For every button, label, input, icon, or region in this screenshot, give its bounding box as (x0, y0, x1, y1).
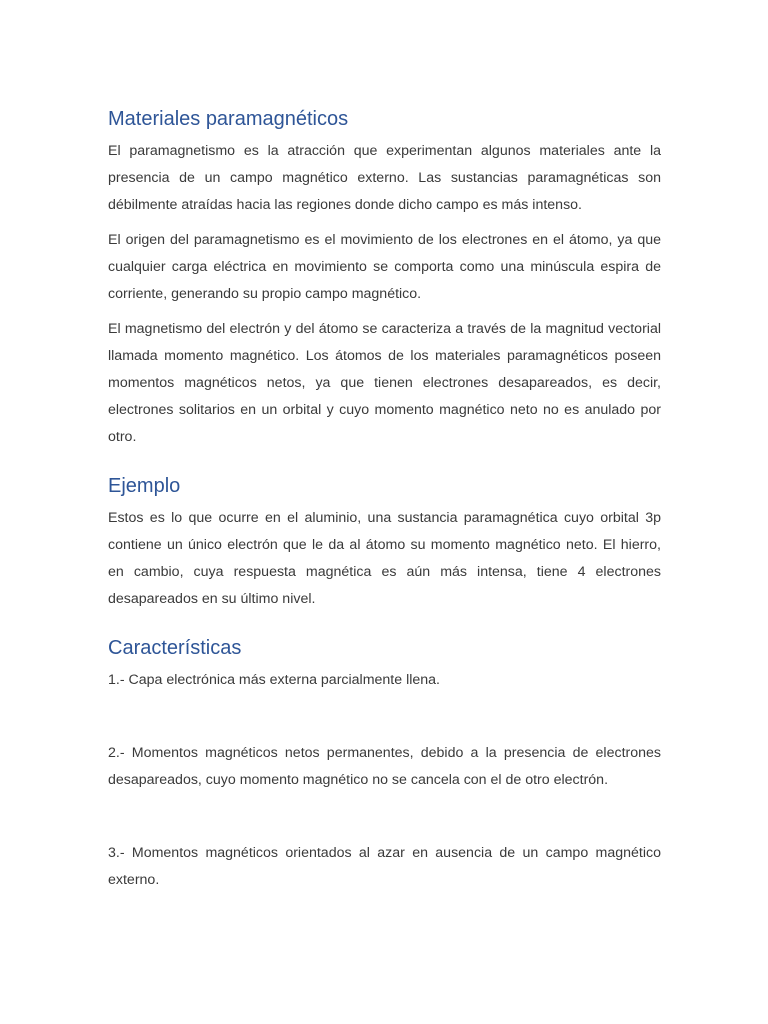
spacer (108, 794, 661, 840)
paragraph-definition: El paramagnetismo es la atracción que experimentan algunos materiales ante la presencia de un campo magnético externo. Las sustancias paramagnéticas son débilmente atraídas hacia las regiones donde dicho campo es más intenso. (108, 143, 661, 213)
paragraph-example: Estos es lo que ocurre en el aluminio, una sustancia paramagnética cuyo orbital 3p contiene un único electrón que le da al átomo su momento magnético neto. El hierro, en cambio, cuya respuesta magnética es aún más intensa, tiene 4 electrones desapareados en su último nivel. (108, 510, 661, 607)
section-heading-ejemplo: Ejemplo (108, 475, 181, 497)
paragraph-magnetic-moment: El magnetismo del electrón y del átomo se caracteriza a través de la magnitud vectorial llamada momento magnético. Los átomos de los materiales paramagnéticos poseen momentos magnéticos netos, ya que tienen electrones desapareados, es decir, electrones solitarios en un orbital y cuyo momento magnético neto no es anulado por otro. (108, 321, 661, 445)
section-heading-materiales-paramagneticos: Materiales paramagnéticos (108, 108, 349, 130)
list-item-characteristic-3: 3.- Momentos magnéticos orientados al azar en ausencia de un campo magnético externo. (108, 845, 661, 888)
list-item-characteristic-1: 1.- Capa electrónica más externa parcialmente llena. (108, 672, 440, 688)
document-body (108, 106, 661, 894)
section-heading-caracteristicas: Características (108, 637, 242, 659)
list-item-characteristic-2: 2.- Momentos magnéticos netos permanentes, debido a la presencia de electrones desapareados, cuyo momento magnético no se cancela con el de otro electrón. (108, 745, 661, 788)
paragraph-origin: El origen del paramagnetismo es el movimiento de los electrones en el átomo, ya que cualquier carga eléctrica en movimiento se comporta como una minúscula espira de corriente, generando su propio campo magnético. (108, 232, 661, 302)
spacer (108, 694, 661, 740)
